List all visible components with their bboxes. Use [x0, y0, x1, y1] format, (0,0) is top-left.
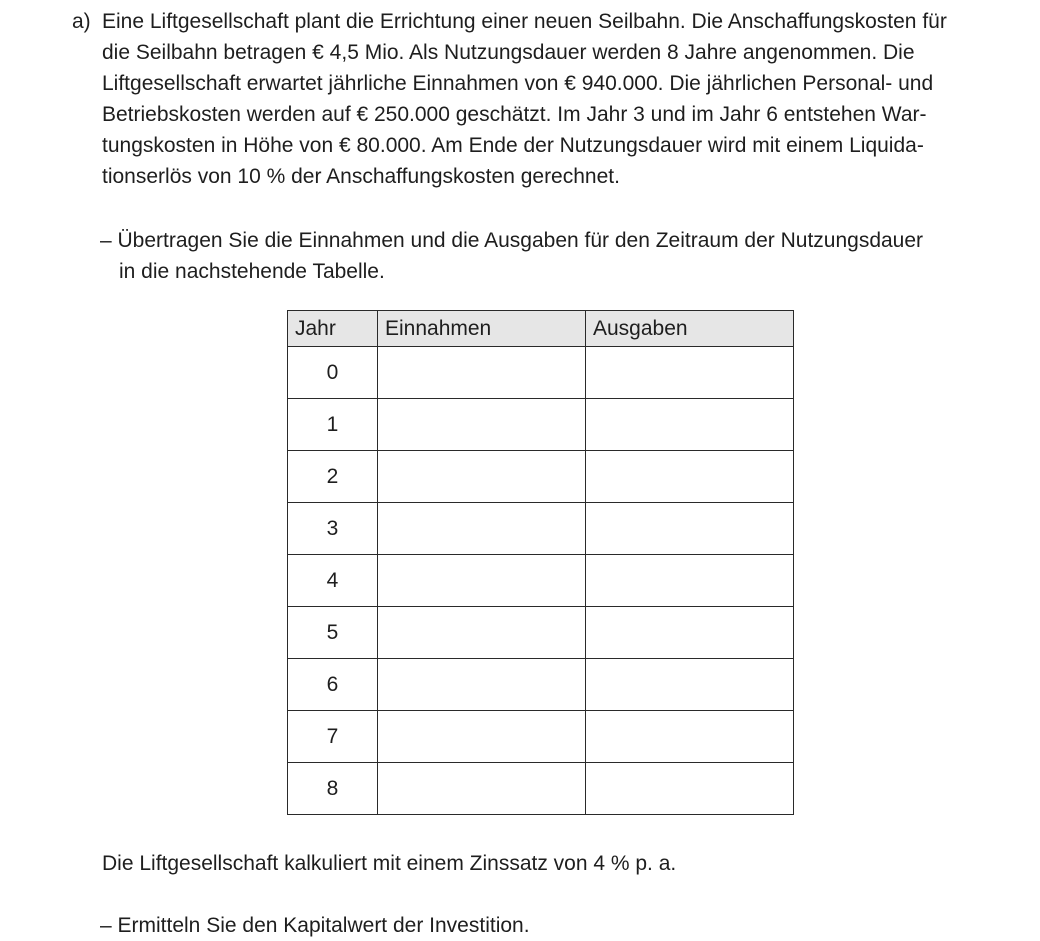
header-jahr: Jahr	[288, 311, 378, 347]
table-row	[288, 451, 794, 503]
einnahmen-cell[interactable]	[378, 347, 586, 399]
instruction-npv	[100, 910, 530, 941]
table-row	[288, 607, 794, 659]
year-cell: 3	[288, 503, 378, 555]
einnahmen-cell[interactable]	[378, 399, 586, 451]
year-cell: 1	[288, 399, 378, 451]
einnahmen-cell[interactable]	[378, 503, 586, 555]
ausgaben-cell[interactable]	[586, 711, 794, 763]
cash-flow-table	[287, 310, 794, 815]
table-row	[288, 399, 794, 451]
einnahmen-cell[interactable]	[378, 659, 586, 711]
instruction-transfer	[100, 225, 923, 287]
ausgaben-cell[interactable]	[586, 763, 794, 815]
ausgaben-cell[interactable]	[586, 659, 794, 711]
einnahmen-cell[interactable]	[378, 763, 586, 815]
einnahmen-cell[interactable]	[378, 451, 586, 503]
ausgaben-cell[interactable]	[586, 607, 794, 659]
task-intro	[102, 6, 1012, 192]
table-row	[288, 659, 794, 711]
ausgaben-cell[interactable]	[586, 503, 794, 555]
interest-rate-text: Die Liftgesellschaft kalkuliert mit einem Zinssatz von 4 % p. a.	[102, 852, 677, 875]
year-cell: 5	[288, 607, 378, 659]
table-row	[288, 711, 794, 763]
header-ausgaben: Ausgaben	[586, 311, 794, 347]
table-header-row	[288, 311, 794, 347]
intro-line: tionserlös von 10 % der Anschaffungskosten gerechnet.	[102, 165, 620, 188]
intro-line: tungskosten in Höhe von € 80.000. Am Ende der Nutzungsdauer wird mit einem Liquida-	[102, 134, 924, 157]
ausgaben-cell[interactable]	[586, 399, 794, 451]
year-cell: 0	[288, 347, 378, 399]
year-cell: 6	[288, 659, 378, 711]
intro-line: die Seilbahn betragen € 4,5 Mio. Als Nutzungsdauer werden 8 Jahre angenommen. Die	[102, 41, 915, 64]
table-row	[288, 555, 794, 607]
ausgaben-cell[interactable]	[586, 555, 794, 607]
table-row	[288, 763, 794, 815]
intro-line: Betriebskosten werden auf € 250.000 geschätzt. Im Jahr 3 und im Jahr 6 entstehen War-	[102, 103, 927, 126]
intro-line: Eine Liftgesellschaft plant die Errichtung einer neuen Seilbahn. Die Anschaffungskosten für	[102, 10, 947, 33]
table-row	[288, 503, 794, 555]
table-row	[288, 347, 794, 399]
year-cell: 7	[288, 711, 378, 763]
task-label: a)	[72, 10, 91, 33]
einnahmen-cell[interactable]	[378, 711, 586, 763]
einnahmen-cell[interactable]	[378, 607, 586, 659]
intro-line: Liftgesellschaft erwartet jährliche Einnahmen von € 940.000. Die jährlichen Personal- und	[102, 72, 934, 95]
year-cell: 4	[288, 555, 378, 607]
year-cell: 2	[288, 451, 378, 503]
year-cell: 8	[288, 763, 378, 815]
instruction-line: – Übertragen Sie die Einnahmen und die Ausgaben für den Zeitraum der Nutzungsdauer	[100, 229, 924, 252]
einnahmen-cell[interactable]	[378, 555, 586, 607]
ausgaben-cell[interactable]	[586, 451, 794, 503]
header-einnahmen: Einnahmen	[378, 311, 586, 347]
instruction-line: – Ermitteln Sie den Kapitalwert der Investition.	[100, 914, 530, 937]
ausgaben-cell[interactable]	[586, 347, 794, 399]
instruction-line: in die nachstehende Tabelle.	[119, 260, 385, 283]
